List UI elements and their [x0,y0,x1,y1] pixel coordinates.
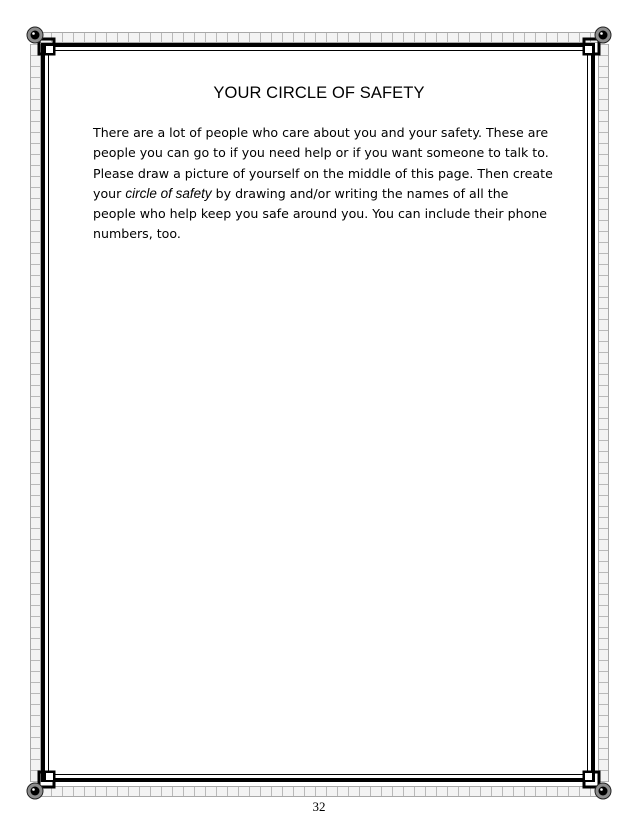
border-tile-strip-right [598,44,609,782]
instructions-text: your [93,185,126,201]
instructions-text: by drawing and/or writing the names of all the [211,185,509,201]
border-tile-strip-top [40,32,598,43]
corner-ornament-icon [580,24,614,58]
circle-of-safety-emphasis: circle of safety [125,185,212,201]
border-tile-strip-bottom [40,786,598,797]
instructions-line [93,184,563,204]
instructions-line: people you can go to if you need help or if you want someone to talk to. [93,145,549,161]
corner-ornament-icon [24,768,58,802]
border-tile-strip-left [30,44,41,782]
corner-ornament-icon [24,24,58,58]
instructions-line: Please draw a picture of yourself on the middle of this page. Then create [93,165,553,181]
instructions-line: numbers, too. [93,226,181,242]
instructions-line: people who help keep you safe around you. You can include their phone [93,206,548,222]
corner-ornament-icon [580,768,614,802]
page-title: YOUR CIRCLE OF SAFETY [213,84,425,102]
page-number: 32 [312,799,326,814]
instructions-line: There are a lot of people who care about you and your safety. These are [93,125,549,140]
instructions-paragraph [93,123,563,245]
